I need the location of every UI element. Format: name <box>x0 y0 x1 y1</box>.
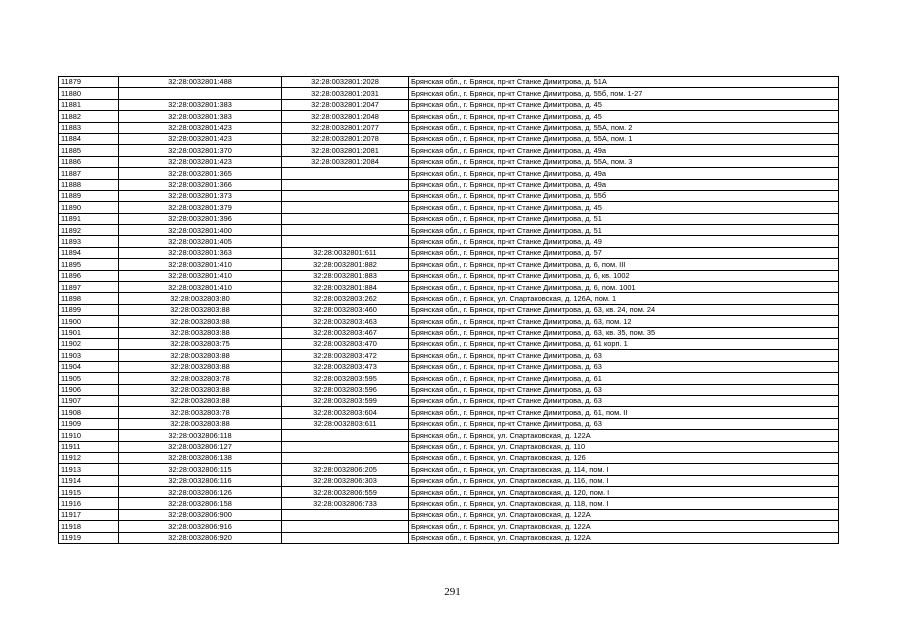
land-cadastral-number-cell: 32:28:0032801:370 <box>119 145 282 156</box>
land-cadastral-number-cell: 32:28:0032801:366 <box>119 179 282 190</box>
address-cell: Брянская обл., г. Брянск, пр-кт Станке Димитрова, д. 63 <box>409 418 839 429</box>
land-cadastral-number-cell: 32:28:0032806:126 <box>119 487 282 498</box>
object-cadastral-number-cell: 32:28:0032801:883 <box>282 270 409 281</box>
table-row <box>59 282 839 293</box>
object-cadastral-number-cell: 32:28:0032801:2081 <box>282 145 409 156</box>
row-number-cell: 11886 <box>59 156 119 167</box>
address-cell: Брянская обл., г. Брянск, ул. Спартаковская, д. 126 <box>409 452 839 463</box>
address-cell: Брянская обл., г. Брянск, пр-кт Станке Димитрова, д. 55А, пом. 3 <box>409 156 839 167</box>
object-cadastral-number-cell: 32:28:0032803:473 <box>282 361 409 372</box>
land-cadastral-number-cell: 32:28:0032803:88 <box>119 395 282 406</box>
land-cadastral-number-cell: 32:28:0032803:88 <box>119 327 282 338</box>
object-cadastral-number-cell: 32:28:0032803:467 <box>282 327 409 338</box>
object-cadastral-number-cell <box>282 168 409 179</box>
land-cadastral-number-cell: 32:28:0032803:88 <box>119 418 282 429</box>
land-cadastral-number-cell: 32:28:0032801:423 <box>119 133 282 144</box>
row-number-cell: 11912 <box>59 452 119 463</box>
address-cell: Брянская обл., г. Брянск, пр-кт Станке Димитрова, д. 49 <box>409 236 839 247</box>
object-cadastral-number-cell: 32:28:0032806:733 <box>282 498 409 509</box>
address-cell: Брянская обл., г. Брянск, пр-кт Станке Димитрова, д. 63 <box>409 350 839 361</box>
land-cadastral-number-cell: 32:28:0032806:115 <box>119 464 282 475</box>
table-row <box>59 532 839 543</box>
row-number-cell: 11898 <box>59 293 119 304</box>
land-cadastral-number-cell: 32:28:0032803:88 <box>119 350 282 361</box>
object-cadastral-number-cell <box>282 430 409 441</box>
land-cadastral-number-cell: 32:28:0032803:75 <box>119 338 282 349</box>
row-number-cell: 11887 <box>59 168 119 179</box>
row-number-cell: 11906 <box>59 384 119 395</box>
table-row <box>59 487 839 498</box>
table-row <box>59 168 839 179</box>
row-number-cell: 11894 <box>59 247 119 258</box>
address-cell: Брянская обл., г. Брянск, пр-кт Станке Димитрова, д. 45 <box>409 111 839 122</box>
land-cadastral-number-cell: 32:28:0032801:423 <box>119 156 282 167</box>
land-cadastral-number-cell: 32:28:0032801:405 <box>119 236 282 247</box>
land-cadastral-number-cell: 32:28:0032803:78 <box>119 373 282 384</box>
land-cadastral-number-cell: 32:28:0032801:400 <box>119 225 282 236</box>
land-cadastral-number-cell: 32:28:0032806:900 <box>119 509 282 520</box>
table-row <box>59 213 839 224</box>
table-row <box>59 475 839 486</box>
table-row <box>59 338 839 349</box>
row-number-cell: 11916 <box>59 498 119 509</box>
object-cadastral-number-cell <box>282 441 409 452</box>
object-cadastral-number-cell: 32:28:0032801:2048 <box>282 111 409 122</box>
row-number-cell: 11919 <box>59 532 119 543</box>
address-cell: Брянская обл., г. Брянск, ул. Спартаковская, д. 120, пом. I <box>409 487 839 498</box>
land-cadastral-number-cell: 32:28:0032801:373 <box>119 190 282 201</box>
address-cell: Брянская обл., г. Брянск, ул. Спартаковская, д. 122А <box>409 430 839 441</box>
row-number-cell: 11900 <box>59 316 119 327</box>
row-number-cell: 11901 <box>59 327 119 338</box>
land-cadastral-number-cell: 32:28:0032801:410 <box>119 282 282 293</box>
table-row <box>59 521 839 532</box>
land-cadastral-number-cell: 32:28:0032801:410 <box>119 270 282 281</box>
land-cadastral-number-cell: 32:28:0032801:383 <box>119 111 282 122</box>
address-cell: Брянская обл., г. Брянск, пр-кт Станке Димитрова, д. 51 <box>409 225 839 236</box>
table-row <box>59 247 839 258</box>
land-cadastral-number-cell: 32:28:0032801:423 <box>119 122 282 133</box>
row-number-cell: 11888 <box>59 179 119 190</box>
address-cell: Брянская обл., г. Брянск, пр-кт Станке Димитрова, д. 51 <box>409 213 839 224</box>
land-cadastral-number-cell: 32:28:0032801:396 <box>119 213 282 224</box>
address-cell: Брянская обл., г. Брянск, пр-кт Станке Димитрова, д. 49а <box>409 145 839 156</box>
row-number-cell: 11903 <box>59 350 119 361</box>
land-cadastral-number-cell: 32:28:0032801:488 <box>119 77 282 88</box>
object-cadastral-number-cell <box>282 521 409 532</box>
row-number-cell: 11885 <box>59 145 119 156</box>
address-cell: Брянская обл., г. Брянск, пр-кт Станке Димитрова, д. 63 <box>409 395 839 406</box>
object-cadastral-number-cell: 32:28:0032801:2028 <box>282 77 409 88</box>
table-row <box>59 509 839 520</box>
address-cell: Брянская обл., г. Брянск, ул. Спартаковская, д. 118, пом. I <box>409 498 839 509</box>
object-cadastral-number-cell: 32:28:0032806:205 <box>282 464 409 475</box>
row-number-cell: 11890 <box>59 202 119 213</box>
land-cadastral-number-cell: 32:28:0032801:383 <box>119 99 282 110</box>
land-cadastral-number-cell: 32:28:0032801:363 <box>119 247 282 258</box>
table-row <box>59 316 839 327</box>
land-cadastral-number-cell: 32:28:0032806:916 <box>119 521 282 532</box>
object-cadastral-number-cell: 32:28:0032801:2031 <box>282 88 409 99</box>
table-row <box>59 327 839 338</box>
address-cell: Брянская обл., г. Брянск, пр-кт Станке Димитрова, д. 6, пом. III <box>409 259 839 270</box>
row-number-cell: 11889 <box>59 190 119 201</box>
address-cell: Брянская обл., г. Брянск, ул. Спартаковская, д. 110 <box>409 441 839 452</box>
page-number: 291 <box>444 586 461 598</box>
land-cadastral-number-cell: 32:28:0032803:78 <box>119 407 282 418</box>
land-cadastral-number-cell: 32:28:0032806:920 <box>119 532 282 543</box>
object-cadastral-number-cell: 32:28:0032806:303 <box>282 475 409 486</box>
object-cadastral-number-cell: 32:28:0032806:559 <box>282 487 409 498</box>
row-number-cell: 11917 <box>59 509 119 520</box>
object-cadastral-number-cell: 32:28:0032803:463 <box>282 316 409 327</box>
cadastral-registry-table <box>58 76 839 544</box>
table-row <box>59 293 839 304</box>
address-cell: Брянская обл., г. Брянск, пр-кт Станке Димитрова, д. 49а <box>409 168 839 179</box>
row-number-cell: 11910 <box>59 430 119 441</box>
row-number-cell: 11880 <box>59 88 119 99</box>
table-row <box>59 350 839 361</box>
land-cadastral-number-cell: 32:28:0032803:88 <box>119 316 282 327</box>
address-cell: Брянская обл., г. Брянск, пр-кт Станке Димитрова, д. 45 <box>409 202 839 213</box>
object-cadastral-number-cell <box>282 236 409 247</box>
table-row <box>59 225 839 236</box>
row-number-cell: 11899 <box>59 304 119 315</box>
table-row <box>59 304 839 315</box>
land-cadastral-number-cell: 32:28:0032803:88 <box>119 304 282 315</box>
object-cadastral-number-cell: 32:28:0032801:2078 <box>282 133 409 144</box>
table-row <box>59 236 839 247</box>
land-cadastral-number-cell: 32:28:0032806:118 <box>119 430 282 441</box>
object-cadastral-number-cell <box>282 225 409 236</box>
table-row <box>59 99 839 110</box>
table-row <box>59 88 839 99</box>
table-row <box>59 179 839 190</box>
address-cell: Брянская обл., г. Брянск, пр-кт Станке Димитрова, д. 49а <box>409 179 839 190</box>
address-cell: Брянская обл., г. Брянск, ул. Спартаковская, д. 114, пом. I <box>409 464 839 475</box>
row-number-cell: 11907 <box>59 395 119 406</box>
address-cell: Брянская обл., г. Брянск, пр-кт Станке Димитрова, д. 45 <box>409 99 839 110</box>
table-row <box>59 361 839 372</box>
address-cell: Брянская обл., г. Брянск, пр-кт Станке Димитрова, д. 55б <box>409 190 839 201</box>
object-cadastral-number-cell: 32:28:0032801:2047 <box>282 99 409 110</box>
row-number-cell: 11881 <box>59 99 119 110</box>
land-cadastral-number-cell: 32:28:0032803:88 <box>119 361 282 372</box>
object-cadastral-number-cell: 32:28:0032803:460 <box>282 304 409 315</box>
row-number-cell: 11891 <box>59 213 119 224</box>
address-cell: Брянская обл., г. Брянск, ул. Спартаковская, д. 122А <box>409 532 839 543</box>
object-cadastral-number-cell: 32:28:0032803:472 <box>282 350 409 361</box>
table-row <box>59 441 839 452</box>
object-cadastral-number-cell <box>282 509 409 520</box>
table-row <box>59 145 839 156</box>
land-cadastral-number-cell <box>119 88 282 99</box>
address-cell: Брянская обл., г. Брянск, пр-кт Станке Димитрова, д. 57 <box>409 247 839 258</box>
land-cadastral-number-cell: 32:28:0032801:410 <box>119 259 282 270</box>
table-row <box>59 498 839 509</box>
object-cadastral-number-cell <box>282 190 409 201</box>
address-cell: Брянская обл., г. Брянск, пр-кт Станке Димитрова, д. 63, кв. 35, пом. 35 <box>409 327 839 338</box>
row-number-cell: 11914 <box>59 475 119 486</box>
address-cell: Брянская обл., г. Брянск, пр-кт Станке Димитрова, д. 55А, пом. 1 <box>409 133 839 144</box>
address-cell: Брянская обл., г. Брянск, ул. Спартаковская, д. 116, пом. I <box>409 475 839 486</box>
row-number-cell: 11905 <box>59 373 119 384</box>
table-row <box>59 190 839 201</box>
land-cadastral-number-cell: 32:28:0032806:158 <box>119 498 282 509</box>
table-row <box>59 122 839 133</box>
table-row <box>59 133 839 144</box>
land-cadastral-number-cell: 32:28:0032806:116 <box>119 475 282 486</box>
address-cell: Брянская обл., г. Брянск, пр-кт Станке Димитрова, д. 63 <box>409 361 839 372</box>
table-row <box>59 430 839 441</box>
table-row <box>59 259 839 270</box>
address-cell: Брянская обл., г. Брянск, пр-кт Станке Димитрова, д. 61 корп. 1 <box>409 338 839 349</box>
object-cadastral-number-cell <box>282 532 409 543</box>
address-cell: Брянская обл., г. Брянск, пр-кт Станке Димитрова, д. 6, пом. 1001 <box>409 282 839 293</box>
table-row <box>59 373 839 384</box>
address-cell: Брянская обл., г. Брянск, пр-кт Станке Димитрова, д. 63, кв. 24, пом. 24 <box>409 304 839 315</box>
object-cadastral-number-cell <box>282 179 409 190</box>
object-cadastral-number-cell: 32:28:0032803:596 <box>282 384 409 395</box>
address-cell: Брянская обл., г. Брянск, ул. Спартаковская, д. 122А <box>409 509 839 520</box>
row-number-cell: 11904 <box>59 361 119 372</box>
land-cadastral-number-cell: 32:28:0032803:88 <box>119 384 282 395</box>
land-cadastral-number-cell: 32:28:0032801:379 <box>119 202 282 213</box>
row-number-cell: 11897 <box>59 282 119 293</box>
table-row <box>59 77 839 88</box>
object-cadastral-number-cell: 32:28:0032803:262 <box>282 293 409 304</box>
address-cell: Брянская обл., г. Брянск, пр-кт Станке Димитрова, д. 63 <box>409 384 839 395</box>
row-number-cell: 11895 <box>59 259 119 270</box>
row-number-cell: 11902 <box>59 338 119 349</box>
table-row <box>59 156 839 167</box>
table-row <box>59 464 839 475</box>
address-cell: Брянская обл., г. Брянск, ул. Спартаковская, д. 126А, пом. 1 <box>409 293 839 304</box>
row-number-cell: 11892 <box>59 225 119 236</box>
address-cell: Брянская обл., г. Брянск, пр-кт Станке Димитрова, д. 51А <box>409 77 839 88</box>
row-number-cell: 11896 <box>59 270 119 281</box>
table-row <box>59 202 839 213</box>
address-cell: Брянская обл., г. Брянск, ул. Спартаковская, д. 122А <box>409 521 839 532</box>
object-cadastral-number-cell: 32:28:0032803:604 <box>282 407 409 418</box>
object-cadastral-number-cell: 32:28:0032801:884 <box>282 282 409 293</box>
object-cadastral-number-cell: 32:28:0032803:599 <box>282 395 409 406</box>
land-cadastral-number-cell: 32:28:0032803:80 <box>119 293 282 304</box>
object-cadastral-number-cell <box>282 202 409 213</box>
address-cell: Брянская обл., г. Брянск, пр-кт Станке Димитрова, д. 6, кв. 1002 <box>409 270 839 281</box>
address-cell: Брянская обл., г. Брянск, пр-кт Станке Димитрова, д. 63, пом. 12 <box>409 316 839 327</box>
object-cadastral-number-cell: 32:28:0032803:611 <box>282 418 409 429</box>
land-cadastral-number-cell: 32:28:0032801:365 <box>119 168 282 179</box>
table-row <box>59 395 839 406</box>
address-cell: Брянская обл., г. Брянск, пр-кт Станке Димитрова, д. 55А, пом. 2 <box>409 122 839 133</box>
table-row <box>59 418 839 429</box>
object-cadastral-number-cell: 32:28:0032803:470 <box>282 338 409 349</box>
row-number-cell: 11913 <box>59 464 119 475</box>
table-row <box>59 384 839 395</box>
land-cadastral-number-cell: 32:28:0032806:138 <box>119 452 282 463</box>
object-cadastral-number-cell: 32:28:0032801:611 <box>282 247 409 258</box>
address-cell: Брянская обл., г. Брянск, пр-кт Станке Димитрова, д. 55б, пом. 1-27 <box>409 88 839 99</box>
row-number-cell: 11909 <box>59 418 119 429</box>
object-cadastral-number-cell: 32:28:0032801:882 <box>282 259 409 270</box>
row-number-cell: 11883 <box>59 122 119 133</box>
address-cell: Брянская обл., г. Брянск, пр-кт Станке Димитрова, д. 61 <box>409 373 839 384</box>
object-cadastral-number-cell: 32:28:0032801:2077 <box>282 122 409 133</box>
row-number-cell: 11918 <box>59 521 119 532</box>
row-number-cell: 11893 <box>59 236 119 247</box>
table-row <box>59 111 839 122</box>
row-number-cell: 11911 <box>59 441 119 452</box>
row-number-cell: 11908 <box>59 407 119 418</box>
table-body <box>59 77 839 544</box>
table-row <box>59 452 839 463</box>
row-number-cell: 11915 <box>59 487 119 498</box>
row-number-cell: 11884 <box>59 133 119 144</box>
object-cadastral-number-cell <box>282 213 409 224</box>
table-row <box>59 270 839 281</box>
address-cell: Брянская обл., г. Брянск, пр-кт Станке Димитрова, д. 61, пом. II <box>409 407 839 418</box>
object-cadastral-number-cell: 32:28:0032803:595 <box>282 373 409 384</box>
table-row <box>59 407 839 418</box>
row-number-cell: 11879 <box>59 77 119 88</box>
object-cadastral-number-cell <box>282 452 409 463</box>
land-cadastral-number-cell: 32:28:0032806:127 <box>119 441 282 452</box>
row-number-cell: 11882 <box>59 111 119 122</box>
object-cadastral-number-cell: 32:28:0032801:2084 <box>282 156 409 167</box>
